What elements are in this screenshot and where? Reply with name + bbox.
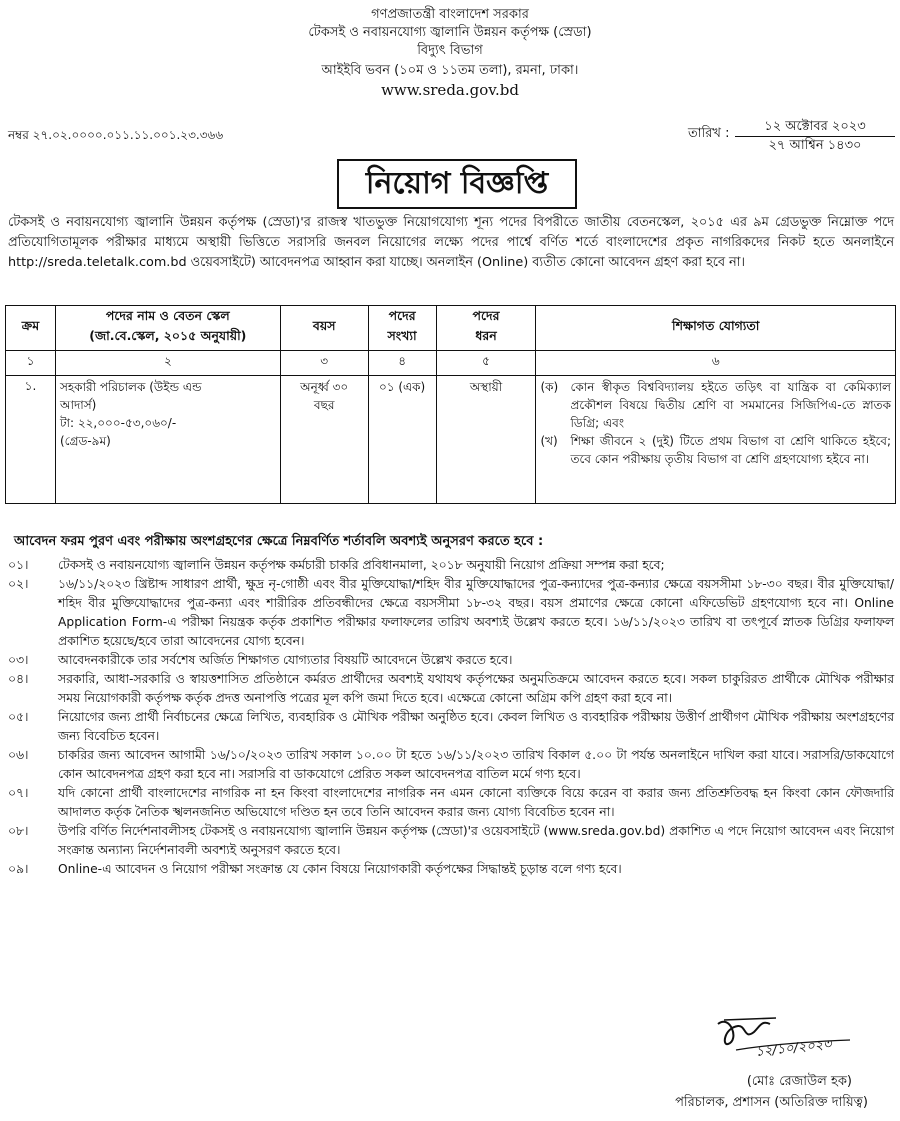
header-type-line2: ধরন [475,328,497,343]
condition-number: ০১। [8,558,29,572]
col-number: ২ [55,351,280,376]
column-number-row [6,351,896,376]
division-name: বিদ্যুৎ বিভাগ [417,43,483,58]
post-name-line1: সহকারী পরিচালক (উইন্ড এন্ড [59,380,202,394]
signature-date: ১২/১০/২০২৩ [754,1037,833,1060]
row-qualification [536,376,896,504]
header-qualification: শিক্ষাগত যোগ্যতা [536,306,896,351]
header-post-line2: (জা.বে.স্কেল, ২০১৫ অনুযায়ী) [89,328,247,343]
conditions-heading: আবেদন ফরম পুরণ এবং পরীক্ষায় অংশগ্রহণের ক্ষেত্রে নিম্নবর্ণিত শর্তাবলি অবশ্যই অনুসরণ করতে হবে : [14,534,544,549]
list-item [8,708,894,746]
office-address: আইইবি ভবন (১০ম ও ১১তম তলা), রমনা, ঢাকা। [321,63,579,78]
header-type [436,306,536,351]
post-name-line2: আদার্স) [59,398,97,412]
list-item [8,575,894,651]
row-count: ০১ (এক) [368,376,436,504]
row-post [55,376,280,504]
condition-text: Online-এ আবেদন ও নিয়োগ পরীক্ষা সংক্রান্ত যে কোন বিষয়ে নিয়োগকারী কর্তৃপক্ষের সিদ্ধান্তই চূড়ান্ত বলে গণ্য হবে। [58,862,622,876]
condition-number: ০৯। [8,862,29,876]
header-serial: ক্রম [6,306,56,351]
qualification-label: (ক) [540,380,559,394]
condition-text: উপরি বর্ণিত নির্দেশনাবলীসহ টেকসই ও নবায়নযোগ্য জ্বালানি উন্নয়ন কর্তৃপক্ষ (স্রেডা)'র ওয়েবসাইটে (www.sreda.gov.bd) প্রকাশিত এ পদে নিয়োগ আবেদন এবং নিয়োগ সংক্রান্ত অন্যান্য নির্দেশনাবলী অবশ্যই অনুসরণ করতে হবে। [58,824,894,857]
qualification-text: শিক্ষা জীবনে ২ (দুই) টিতে প্রথম বিভাগ বা শ্রেণি থাকিতে হইবে; তবে কোন পরীক্ষায় তৃতীয় বিভাগ বা শ্রেণি গ্রহণযোগ্য হইবে না। [570,434,891,466]
qualification-item [540,378,891,432]
authority-name: টেকসই ও নবায়নযোগ্য জ্বালানি উন্নয়ন কর্তৃপক্ষ (স্রেডা) [308,25,592,40]
conditions-list [8,556,894,879]
condition-number: ০৫। [8,710,29,724]
govt-name: গণপ্রজাতন্ত্রী বাংলাদেশ সরকার [371,7,529,22]
website-url: www.sreda.gov.bd [381,81,519,99]
qualification-item [540,432,891,468]
list-item [8,860,894,879]
notice-title: নিয়োগ বিজ্ঞপ্তি [337,159,577,209]
signatory-name: (মোঃ রেজাউল হক) [746,1074,852,1089]
table-header-row [6,306,896,351]
post-grade: (গ্রেড-৯ম) [59,434,111,448]
header-count [368,306,436,351]
header-type-line1: পদের [472,308,500,323]
col-number: ৬ [536,351,896,376]
col-number: ৩ [280,351,368,376]
header-post-line1: পদের নাম ও বেতন স্কেল [105,308,230,323]
table-row [6,376,896,504]
condition-number: ০৮। [8,824,29,838]
condition-number: ০৪। [8,672,29,686]
header-count-line2: সংখ্যা [387,328,417,343]
age-line1: অনূর্ধ্ব ৩০ [300,380,349,394]
row-age [280,376,368,504]
date-block [735,118,895,155]
header-age: বয়স [280,306,368,351]
list-item [8,556,894,575]
col-number: ৪ [368,351,436,376]
row-type: অস্থায়ী [436,376,536,504]
memo-reference-number: নম্বর ২৭.০২.০০০০.০১১.১১.০০১.২৩.৩৬৬ [8,128,224,142]
row-serial: ১. [6,376,56,504]
col-number: ১ [6,351,56,376]
signatory-designation: পরিচালক, প্রশাসন (অতিরিক্ত দায়িত্ব) [675,1095,868,1110]
list-item [8,670,894,708]
condition-number: ০৬। [8,748,29,762]
col-number: ৫ [436,351,536,376]
condition-text: চাকরির জন্য আবেদন আগামী ১৬/১০/২০২৩ তারিখ সকাল ১০.০০ টা হতে ১৬/১১/২০২৩ তারিখ বিকাল ৫.০০ টা পর্যন্ত অনলাইনে দাখিল করা যাবে। সরাসরি/ডাকযোগে কোন আবেদনপত্র গ্রহণ করা হবে না। সরাসরি বা ডাকযোগে প্রেরিত সকল আবেদনপত্র বাতিল মর্মে গণ্য হবে। [58,748,894,781]
list-item [8,784,894,822]
condition-text: ১৬/১১/২০২৩ খ্রিষ্টাব্দ সাধারণ প্রার্থী, ক্ষুদ্র নৃ-গোষ্ঠী এবং বীর মুক্তিযোদ্ধা/শহিদ বীর মুক্তিযোদ্ধাদের পুত্র-কন্যাদের পুত্র-কন্যার ক্ষেত্রে বয়সসীমা ১৮-৩০ বছর। বীর মুক্তিযোদ্ধা/শহিদ বীর মুক্তিযোদ্ধাদের পুত্র-কন্যা এবং শারীরিক প্রতিবন্ধীদের ক্ষেত্রে বয়সসীমা ১৮-৩২ বছর। বয়স প্রমাণের ক্ষেত্রে কোনো এফিডেভিট গ্রহণযোগ্য হবে না। Online Application Form-এ পরীক্ষা নিয়ন্ত্রক কর্তৃক প্রকাশিত পরীক্ষার ফলাফলের তারিখ অবশ্যই উল্লেখ করতে হবে। ১৬/১১/২০২৩ তারিখ বা তৎপূর্বে স্নাতক ডিগ্রির ফলাফল প্রকাশিত হয়েছে/হবে তারা আবেদনের যোগ্য হবেন। [58,577,894,648]
list-item [8,822,894,860]
condition-text: আবেদনকারীকে তার সর্বশেষ অর্জিত শিক্ষাগত যোগ্যতার বিষয়টি আবেদনে উল্লেখ করতে হবে। [58,653,513,667]
condition-text: টেকসই ও নবায়নযোগ্য জ্বালানি উন্নয়ন কর্তৃপক্ষ কর্মচারী চাকরি প্রবিধানমালা, ২০১৮ অনুযায়ী নিয়োগ প্রক্রিয়া সম্পন্ন করা হবে; [58,558,665,572]
condition-text: যদি কোনো প্রার্থী বাংলাদেশের নাগরিক না হন কিংবা বাংলাদেশের নাগরিক নন এমন কোনো ব্যক্তিকে বিয়ে করেন বা করার জন্য প্রতিশ্রুতিবদ্ধ হন কিংবা কোন ফৌজদারি আদালত কর্তৃক নৈতিক স্খলনজনিত অভিযোগে দণ্ডিত হন তবে তিনি আবেদন করার জন্য যোগ্য বিবেচিত হবেন না। [58,786,894,819]
age-line2: বছর [313,398,335,412]
post-salary: টা: ২২,০০০-৫৩,০৬০/- [59,416,177,430]
condition-text: সরকারি, আধা-সরকারি ও স্বায়ত্তশাসিত প্রতিষ্ঠানে কর্মরত প্রার্থীদের অবশ্যই যথাযথ কর্তৃপক্ষের অনুমতিক্রমে আবেদন করতে হবে। সকল চাকুরিরত প্রার্থীকে মৌখিক পরীক্ষার সময় নিয়োগকারী কর্তৃপক্ষ কর্তৃক প্রদত্ত অনাপত্তি পত্রের মূল কপি জমা দিতে হবে। এক্ষেত্রে কোনো অগ্রিম কপি গ্রহণ করা হবে না। [58,672,894,705]
condition-number: ০৭। [8,786,29,800]
header-count-line1: পদের [388,308,416,323]
date-gregorian: ১২ অক্টোবর ২০২৩ [735,118,895,137]
date-bengali: ২৭ আশ্বিন ১৪৩০ [768,138,862,153]
condition-number: ০৩। [8,653,29,667]
list-item [8,651,894,670]
condition-number: ০২। [8,577,29,591]
condition-text: নিয়োগের জন্য প্রার্থী নির্বাচনের ক্ষেত্রে লিখিত, ব্যবহারিক ও মৌখিক পরীক্ষা অনুষ্ঠিত হবে। কেবল লিখিত ও ব্যবহারিক পরীক্ষায় উত্তীর্ণ প্রার্থীগণ মৌখিক পরীক্ষায় অংশগ্রহণের জন্য বিবেচিত হবেন। [58,710,894,743]
header-post [55,306,280,351]
qualification-text: কোন স্বীকৃত বিশ্ববিদ্যালয় হইতে তড়িৎ বা যান্ত্রিক বা কেমিক্যাল প্রকৌশল বিষয়ে দ্বিতীয় শ্রেণি বা সমমানের সিজিপিএ-তে স্নাতক ডিগ্রি; এবং [570,380,891,430]
date-label: তারিখ : [688,126,730,141]
list-item [8,746,894,784]
qualification-label: (খ) [540,434,558,448]
signature-scribble [700,1010,870,1062]
intro-paragraph: টেকসই ও নবায়নযোগ্য জ্বালানি উন্নয়ন কর্তৃপক্ষ (স্রেডা)'র রাজস্ব খাতভুক্ত নিয়োগযোগ্য শূন্য পদের বিপরীতে জাতীয় বেতনস্কেল, ২০১৫ এর ৯ম গ্রেডভুক্ত নিম্নোক্ত পদে প্রতিযোগিতামূলক পরীক্ষার মাধ্যমে অস্থায়ী ভিত্তিতে সরাসরি জনবল নিয়োগের লক্ষ্যে পদের পার্শ্বে বর্ণিত শর্তে বাংলাদেশের প্রকৃত নাগরিকদের নিকট হতে অনলাইনে http://sreda.teletalk.com.bd ওয়েবসাইটে) আবেদনপত্র আহ্বান করা যাচ্ছে। অনলাইন (Online) ব্যতীত কোনো আবেদন গ্রহণ করা হবে না। [8,215,894,270]
vacancy-table [5,305,896,504]
